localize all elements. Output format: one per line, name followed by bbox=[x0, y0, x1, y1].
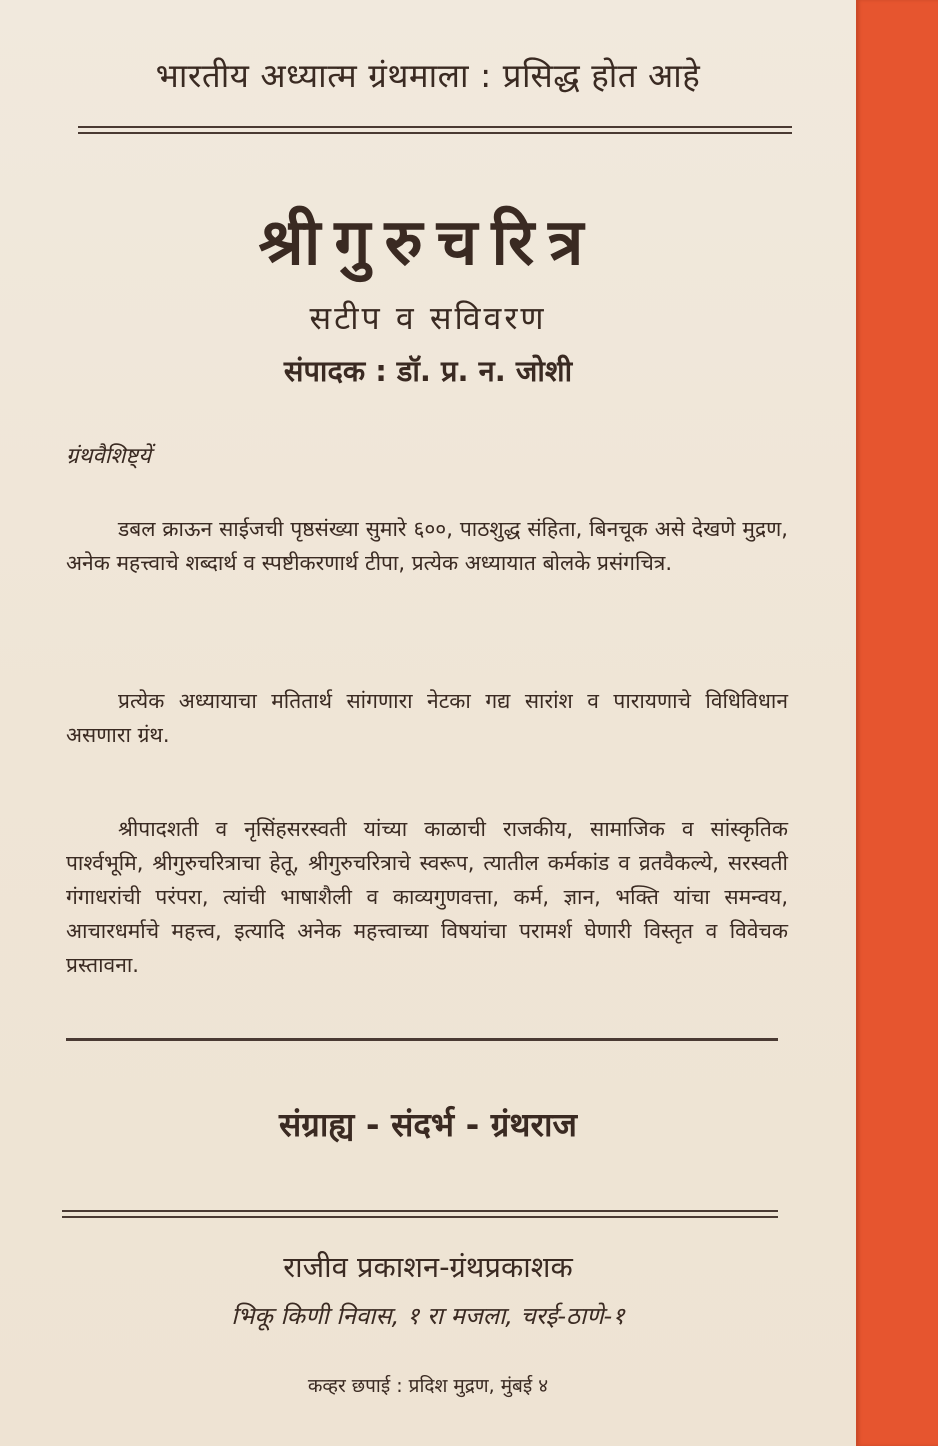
tagline: संग्राह्य - संदर्भ - ग्रंथराज bbox=[278, 1105, 578, 1144]
features-paragraph-1: डबल क्राऊन साईजची पृष्ठसंख्या सुमारे ६००, पाठशुद्ध संहिता, बिनचूक असे देखणे मुद्रण, अनेक महत्त्वाचे शब्दार्थ व स्पष्टीकरणार्थ टीपा, प्रत्येक अध्यायात बोलके प्रसंगचित्र. bbox=[66, 517, 788, 575]
bottom-double-rule-lower bbox=[62, 1216, 778, 1218]
series-heading: भारतीय अध्यात्म ग्रंथमाला : प्रसिद्ध होत आहे bbox=[155, 56, 701, 95]
orange-edge-band bbox=[856, 0, 938, 1446]
top-double-rule-upper bbox=[78, 126, 792, 128]
publisher-name: राजीव प्रकाशन-ग्रंथप्रकाशक bbox=[283, 1250, 573, 1284]
bottom-double-rule-upper bbox=[62, 1210, 778, 1212]
publisher-address: भिकू किणी निवास, १ रा मजला, चरई-ठाणे-१ bbox=[231, 1302, 625, 1330]
book-subtitle: सटीप व सविवरण bbox=[309, 299, 547, 337]
features-paragraph-3: श्रीपादशती व नृसिंहसरस्वती यांच्या काळाची राजकीय, सामाजिक व सांस्कृतिक पार्श्वभूमि, श्रीगुरुचरित्राचा हेतू, श्रीगुरुचरित्राचे स्वरूप, त्यातील कर्मकांड व व्रतवैकल्ये, सरस्वती गंगाधरांची परंपरा, त्यांची भाषाशैली व काव्यगुणवत्ता, कर्म, ज्ञान, भक्ति यांचा समन्वय, आचारधर्माचे महत्त्व, इत्यादि अनेक महत्त्वाच्या विषयांचा परामर्श घेणारी विस्तृत व विवेचक प्रस्तावना. bbox=[66, 817, 788, 977]
top-double-rule-lower bbox=[78, 132, 792, 134]
middle-rule bbox=[66, 1038, 778, 1041]
features-paragraph-2: प्रत्येक अध्यायाचा मतितार्थ सांगणारा नेटका गद्य सारांश व पारायणाचे विधिविधान असणारा ग्रंथ. bbox=[66, 689, 788, 747]
features-heading: ग्रंथवैशिष्ट्यें bbox=[66, 444, 151, 469]
editor-line: संपादक : डॉ. प्र. न. जोशी bbox=[283, 354, 573, 388]
book-title: श्रीगुरुचरित्र bbox=[258, 206, 598, 280]
printer-line: कव्हर छपाई : प्रदिश मुद्रण, मुंबई ४ bbox=[307, 1375, 549, 1397]
